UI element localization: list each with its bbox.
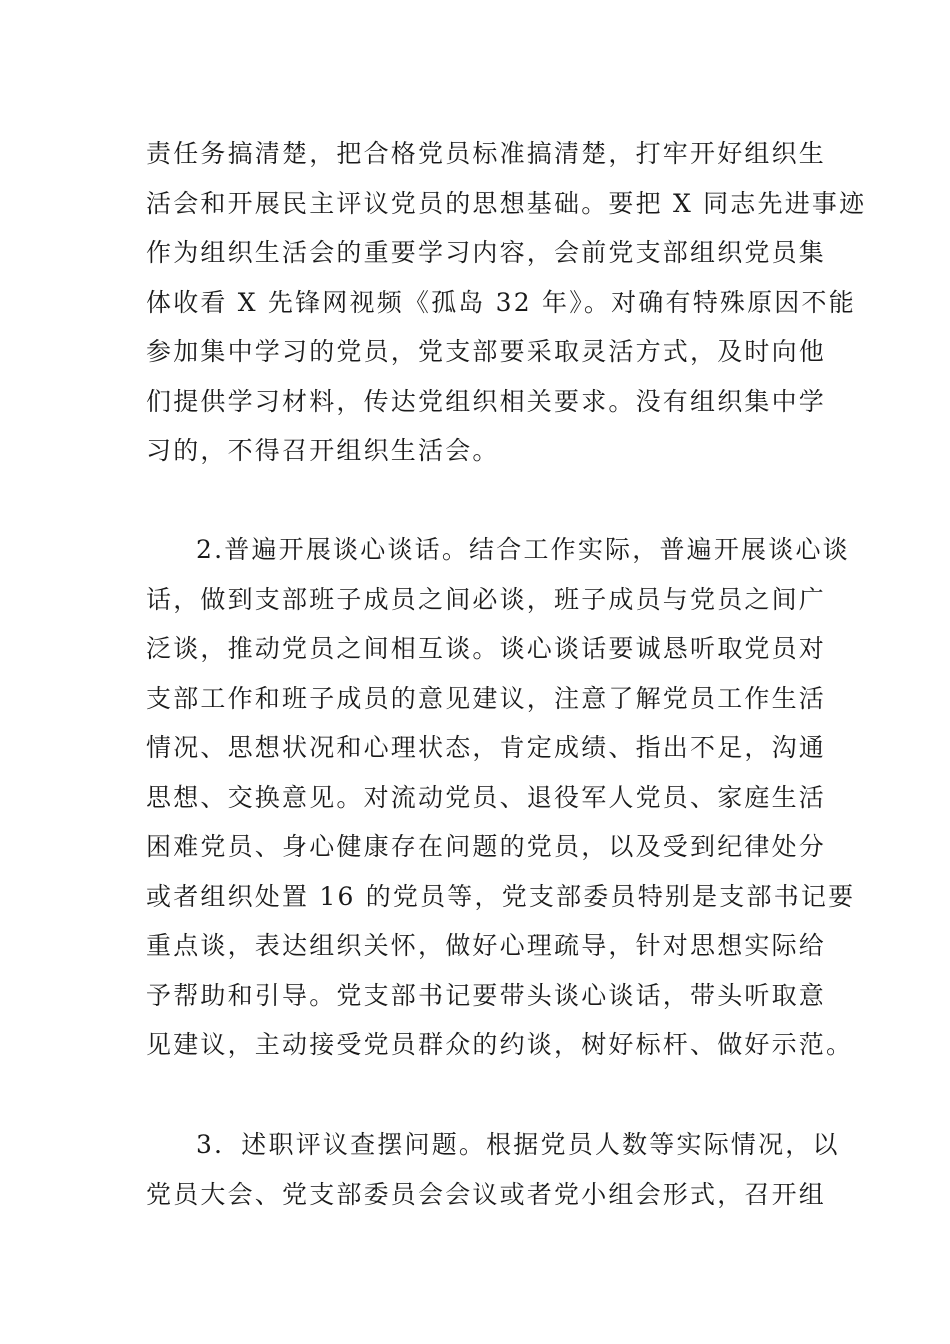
paragraph-review-problems (146, 1120, 840, 1219)
text-line: 党员大会、党支部委员会会议或者党小组会形式，召开组 (146, 1179, 827, 1209)
text-line: 2.普遍开展谈心谈话。结合工作实际，普遍开展谈心谈 (196, 535, 850, 564)
text-line: 活会和开展民主评议党员的思想基础。要把 X 同志先进事迹 (146, 188, 867, 218)
paragraph-study (146, 129, 867, 476)
text-line: 困难党员、身心健康存在问题的党员，以及受到纪律处分 (146, 832, 827, 861)
text-line: 泛谈，推动党员之间相互谈。谈心谈话要诚恳听取党员对 (146, 634, 827, 663)
text-line: 予帮助和引导。党支部书记要带头谈心谈话，带头听取意 (146, 980, 827, 1010)
text-line: 或者组织处置 16 的党员等，党支部委员特别是支部书记要 (146, 881, 856, 911)
text-line: 习的，不得召开组织生活会。 (146, 436, 500, 465)
text-line: 3．述职评议查摆问题。根据党员人数等实际情况，以 (196, 1130, 840, 1159)
text-line: 见建议，主动接受党员群众的约谈，树好标杆、做好示范。 (146, 1030, 854, 1059)
paragraph-heart-to-heart-talks (146, 525, 856, 1070)
text-line: 支部工作和班子成员的意见建议，注意了解党员工作生活 (146, 683, 827, 713)
text-line: 责任务搞清楚，把合格党员标准搞清楚，打牢开好组织生 (146, 139, 827, 168)
text-line: 们提供学习材料，传达党组织相关要求。没有组织集中学 (146, 386, 827, 416)
text-line: 体收看 X 先锋网视频《孤岛 32 年》。对确有特殊原因不能 (146, 287, 856, 317)
text-line: 思想、交换意见。对流动党员、退役军人党员、家庭生活 (146, 782, 827, 812)
text-line: 情况、思想状况和心理状态，肯定成绩、指出不足，沟通 (146, 733, 827, 762)
text-line: 参加集中学习的党员，党支部要采取灵活方式，及时向他 (146, 337, 827, 366)
text-line: 话，做到支部班子成员之间必谈，班子成员与党员之间广 (146, 584, 827, 614)
text-line: 作为组织生活会的重要学习内容，会前党支部组织党员集 (146, 238, 827, 267)
text-line: 重点谈，表达组织关怀，做好心理疏导，针对思想实际给 (146, 931, 827, 960)
